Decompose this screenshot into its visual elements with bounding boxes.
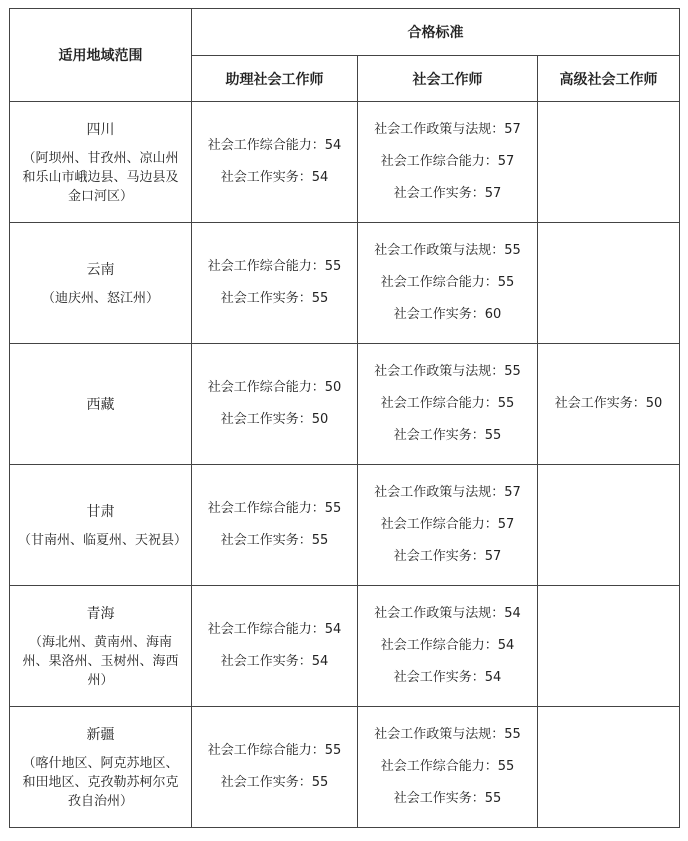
region-detail: （海北州、黄南州、海南州、果洛州、玉树州、海西州） bbox=[22, 634, 179, 688]
table-row bbox=[10, 102, 680, 223]
table-row bbox=[10, 223, 680, 344]
region-cell bbox=[10, 223, 192, 344]
score-line: 社会工作实务：60 bbox=[393, 307, 502, 322]
score-line: 社会工作实务：55 bbox=[220, 533, 329, 548]
score-line: 社会工作实务：55 bbox=[220, 291, 329, 306]
assistant-cell bbox=[192, 102, 358, 223]
assistant-cell bbox=[192, 707, 358, 828]
header-scope: 适用地域范围 bbox=[10, 9, 192, 102]
score-line: 社会工作实务：50 bbox=[220, 412, 329, 427]
region-cell bbox=[10, 586, 192, 707]
region-name: 甘肃 bbox=[86, 503, 115, 520]
assistant-cell bbox=[192, 223, 358, 344]
score-line: 社会工作实务：57 bbox=[393, 186, 502, 201]
score-line: 社会工作综合能力：55 bbox=[207, 743, 342, 758]
region-name: 青海 bbox=[86, 605, 115, 622]
header-standard: 合格标准 bbox=[192, 9, 680, 56]
score-line: 社会工作综合能力：57 bbox=[380, 517, 515, 532]
score-line: 社会工作综合能力：55 bbox=[207, 259, 342, 274]
score-line: 社会工作综合能力：57 bbox=[380, 154, 515, 169]
senior-cell bbox=[538, 344, 680, 465]
score-line: 社会工作政策与法规：57 bbox=[374, 122, 521, 137]
region-detail: （甘南州、临夏州、天祝县） bbox=[18, 532, 188, 548]
score-line: 社会工作实务：55 bbox=[220, 775, 329, 790]
region-name: 云南 bbox=[86, 261, 115, 278]
header-senior: 高级社会工作师 bbox=[538, 56, 680, 102]
score-line: 社会工作实务：54 bbox=[393, 670, 502, 685]
score-line: 社会工作政策与法规：55 bbox=[374, 364, 521, 379]
region-cell bbox=[10, 465, 192, 586]
table-row bbox=[10, 465, 680, 586]
table-row bbox=[10, 707, 680, 828]
pass-standard-table bbox=[9, 8, 680, 828]
score-line: 社会工作政策与法规：55 bbox=[374, 727, 521, 742]
senior-cell bbox=[538, 707, 680, 828]
worker-cell bbox=[358, 344, 538, 465]
worker-cell bbox=[358, 707, 538, 828]
region-name: 四川 bbox=[86, 121, 115, 138]
score-line: 社会工作实务：54 bbox=[220, 654, 329, 669]
region-detail: （迪庆州、怒江州） bbox=[41, 290, 159, 306]
header-worker: 社会工作师 bbox=[358, 56, 538, 102]
assistant-cell bbox=[192, 586, 358, 707]
score-line: 社会工作实务：55 bbox=[393, 791, 502, 806]
score-line: 社会工作实务：57 bbox=[393, 549, 502, 564]
region-name: 西藏 bbox=[86, 397, 115, 413]
assistant-cell bbox=[192, 465, 358, 586]
score-line: 社会工作实务：54 bbox=[220, 170, 329, 185]
score-line: 社会工作综合能力：54 bbox=[207, 622, 342, 637]
table-row bbox=[10, 586, 680, 707]
score-line: 社会工作综合能力：55 bbox=[380, 396, 515, 411]
worker-cell bbox=[358, 223, 538, 344]
header-assistant: 助理社会工作师 bbox=[192, 56, 358, 102]
region-cell bbox=[10, 707, 192, 828]
score-line: 社会工作综合能力：55 bbox=[207, 501, 342, 516]
region-cell bbox=[10, 344, 192, 465]
senior-cell bbox=[538, 223, 680, 344]
region-cell bbox=[10, 102, 192, 223]
score-line: 社会工作综合能力：54 bbox=[207, 138, 342, 153]
region-name: 新疆 bbox=[86, 726, 115, 743]
worker-cell bbox=[358, 102, 538, 223]
senior-cell bbox=[538, 102, 680, 223]
assistant-cell bbox=[192, 344, 358, 465]
worker-cell bbox=[358, 465, 538, 586]
table-row bbox=[10, 344, 680, 465]
senior-cell bbox=[538, 465, 680, 586]
region-detail: （喀什地区、阿克苏地区、和田地区、克孜勒苏柯尔克孜自治州） bbox=[22, 755, 179, 809]
senior-cell bbox=[538, 586, 680, 707]
score-line: 社会工作政策与法规：54 bbox=[374, 606, 521, 621]
score-line: 社会工作综合能力：50 bbox=[207, 380, 342, 395]
score-line: 社会工作政策与法规：57 bbox=[374, 485, 521, 500]
region-detail: （阿坝州、甘孜州、凉山州和乐山市峨边县、马边县及金口河区） bbox=[22, 150, 179, 204]
score-line: 社会工作实务：55 bbox=[393, 428, 502, 443]
worker-cell bbox=[358, 586, 538, 707]
score-line: 社会工作综合能力：55 bbox=[380, 759, 515, 774]
score-line: 社会工作政策与法规：55 bbox=[374, 243, 521, 258]
score-line: 社会工作实务：50 bbox=[554, 396, 663, 411]
score-line: 社会工作综合能力：55 bbox=[380, 275, 515, 290]
score-line: 社会工作综合能力：54 bbox=[380, 638, 515, 653]
